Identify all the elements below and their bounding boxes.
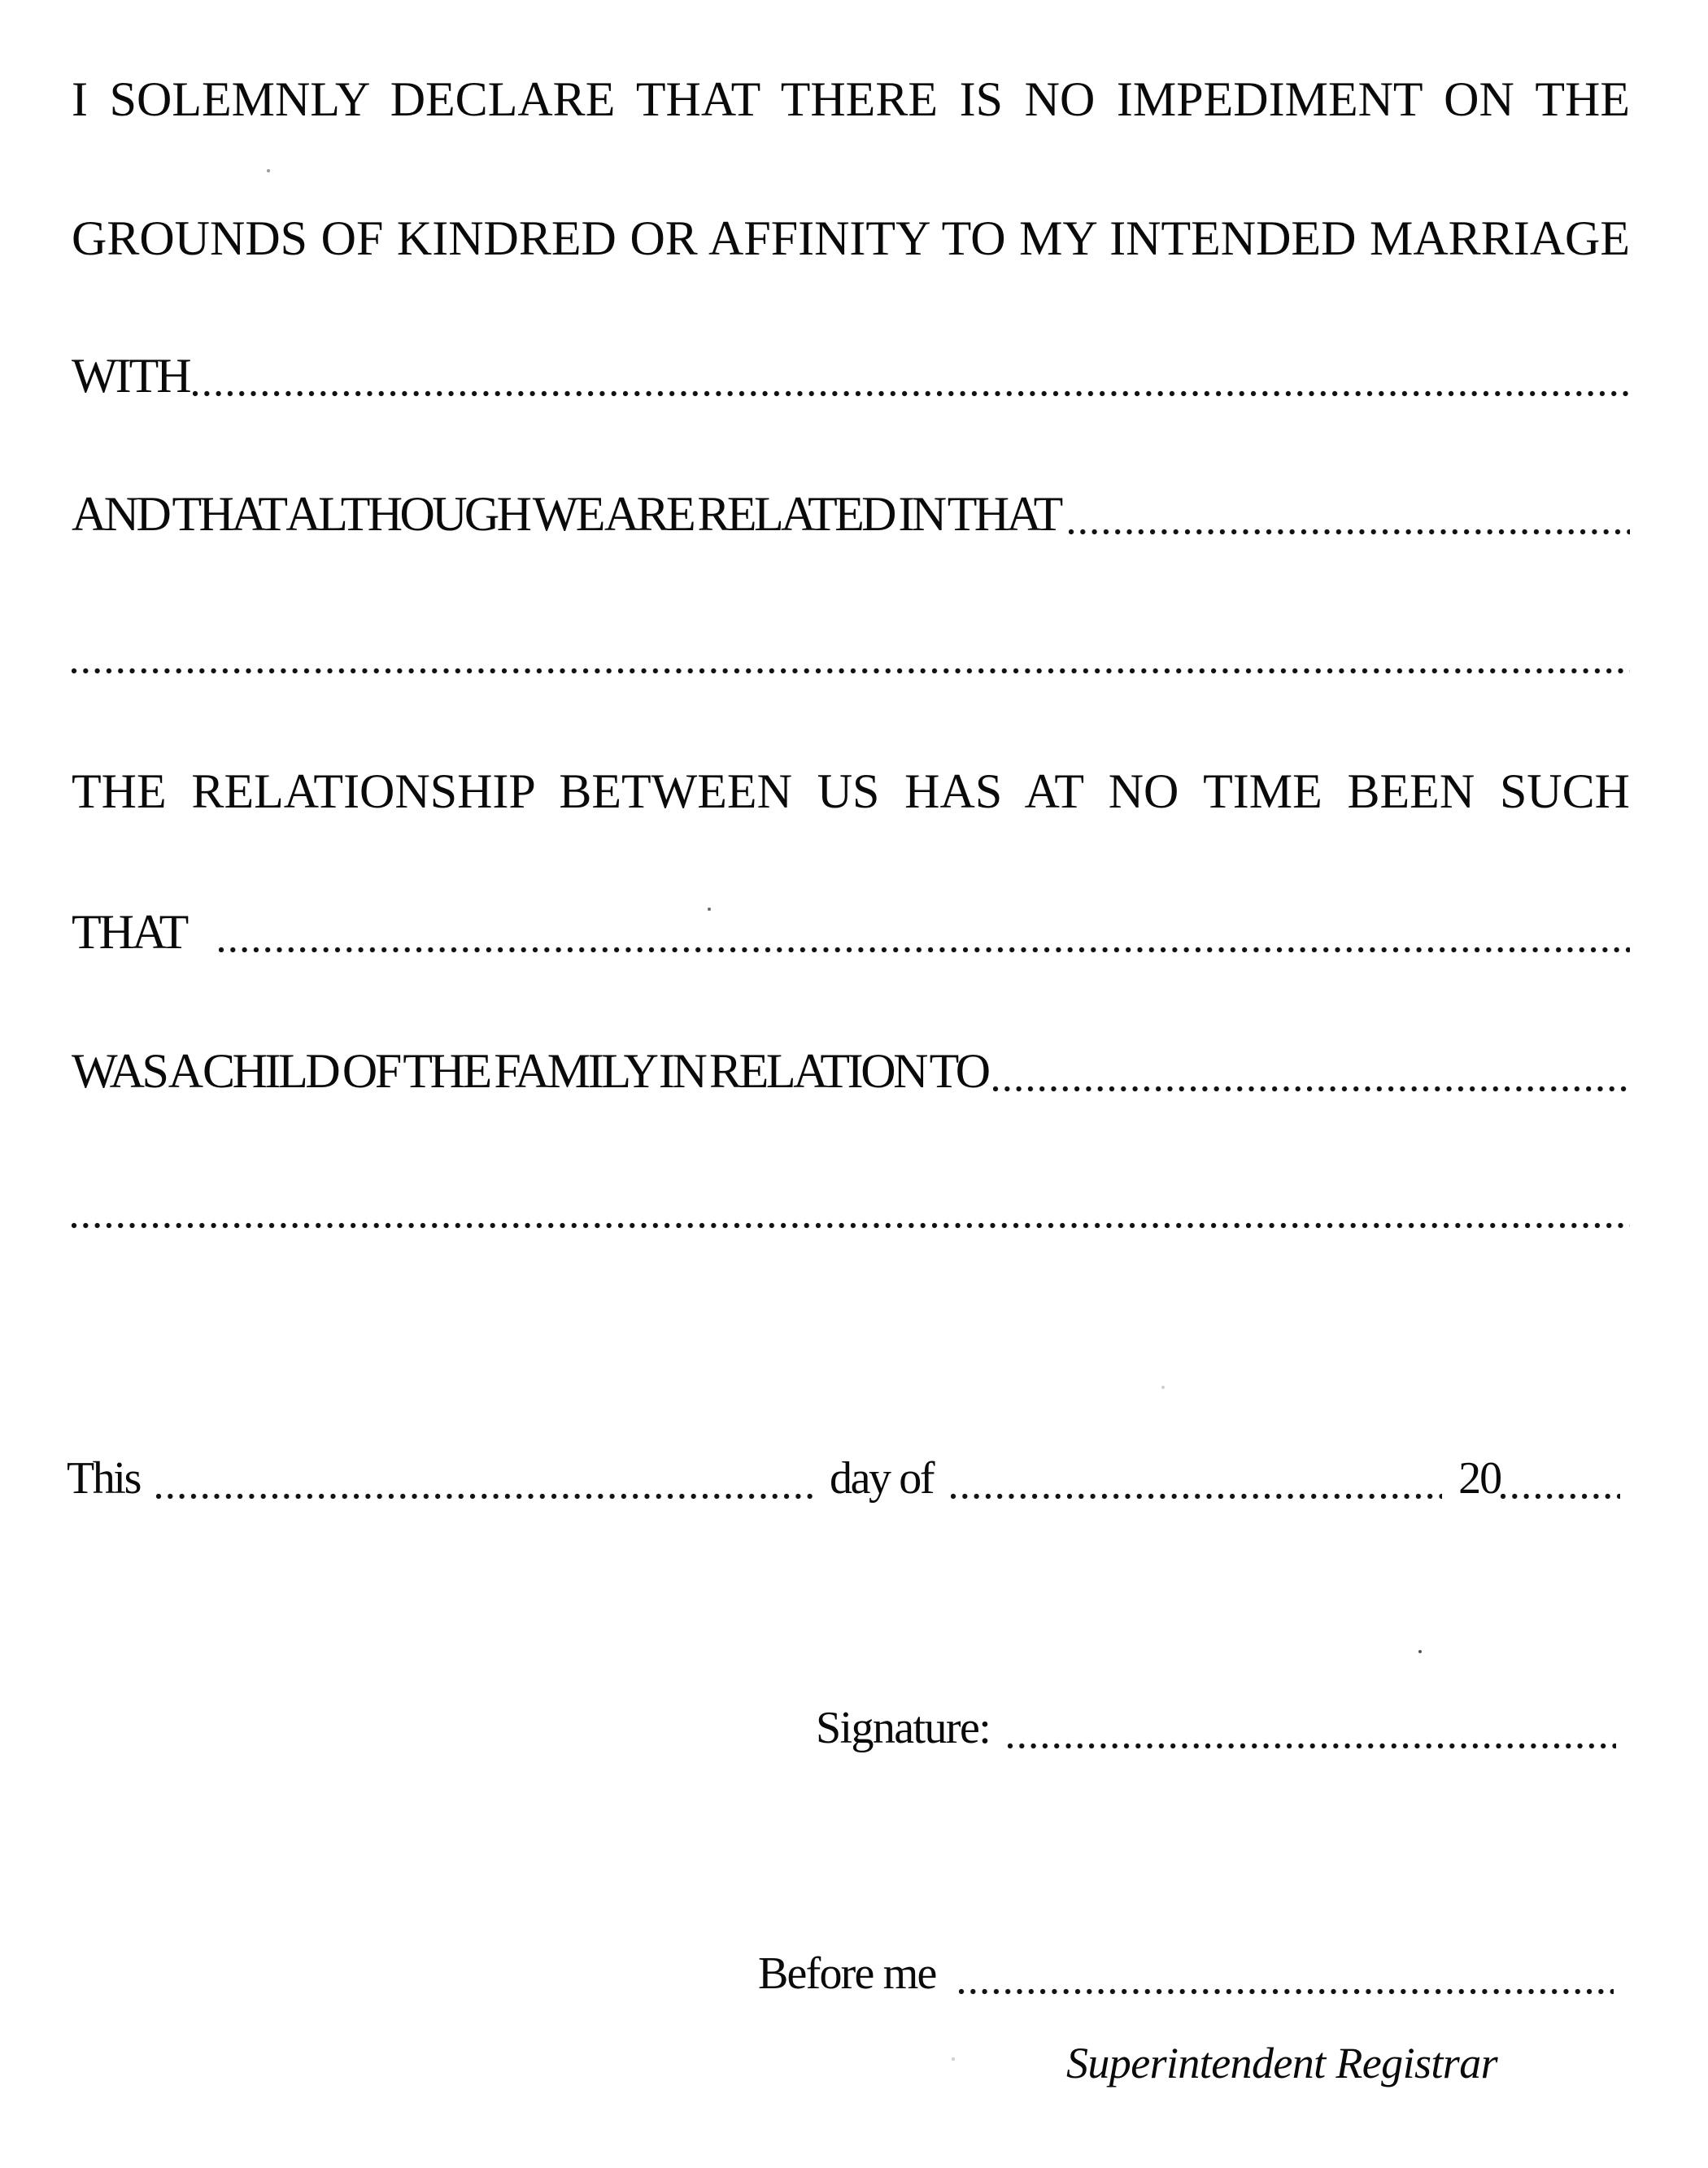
that-line [72, 899, 1630, 964]
declaration-text-2: GROUNDS OF KINDRED OR AFFINITY TO MY INTENDED MARRIAGE [72, 211, 1630, 265]
child-of-family-label: WAS A CHILD OF THE FAMILY IN RELATION TO [72, 1044, 988, 1098]
year-suffix-field[interactable] [1501, 1493, 1620, 1500]
signature-label: Signature: [816, 1703, 991, 1753]
child-of-family-line [72, 1038, 1630, 1104]
with-line [72, 343, 1630, 408]
declaration-text-1: I SOLEMNLY DECLARE THAT THERE IS NO IMPEDIMENT ON THE [72, 72, 1630, 126]
before-me-line [758, 1941, 1614, 2006]
year-prefix-label: 20 [1458, 1453, 1501, 1504]
with-name-field[interactable] [193, 390, 1630, 397]
declaration-line-1 [72, 67, 1630, 132]
declaration-text-6: THE RELATIONSHIP BETWEEN US HAS AT NO TIME BEEN SUCH [72, 764, 1630, 818]
registrar-role-caption: Superintendent Registrar [1066, 2039, 1498, 2087]
scan-speck [1418, 1650, 1422, 1653]
scan-speck [952, 2057, 955, 2061]
registrar-caption-line [1066, 2031, 1522, 2096]
signature-line [816, 1696, 1616, 1761]
declaration-line-2 [72, 206, 1630, 271]
scan-speck [708, 908, 711, 911]
before-me-label: Before me [758, 1948, 936, 1999]
child-relation-field[interactable] [993, 1086, 1630, 1092]
registrar-signature-field[interactable] [959, 1988, 1614, 1995]
scan-speck [267, 169, 270, 172]
relationship-field[interactable] [1069, 529, 1630, 535]
child-relation-continued-field[interactable] [72, 1222, 1630, 1229]
that-person-field[interactable] [219, 947, 1630, 953]
date-this-label: This [67, 1453, 140, 1504]
with-label: WITH [72, 349, 190, 403]
child-relation-continued-line [72, 1175, 1630, 1240]
date-line [67, 1446, 1620, 1511]
relationship-continued-field[interactable] [72, 668, 1630, 674]
signature-field[interactable] [1008, 1743, 1616, 1749]
scan-speck [1161, 1386, 1165, 1389]
declaration-line-6 [72, 759, 1630, 824]
that-label: THAT [72, 905, 187, 959]
month-field[interactable] [951, 1493, 1442, 1500]
day-of-label: day of [829, 1453, 934, 1504]
day-field[interactable] [156, 1493, 813, 1500]
relationship-continued-line [72, 620, 1630, 686]
related-line [72, 481, 1630, 546]
related-label: AND THAT ALTHOUGH WE ARE RELATED IN THAT [72, 487, 1061, 541]
